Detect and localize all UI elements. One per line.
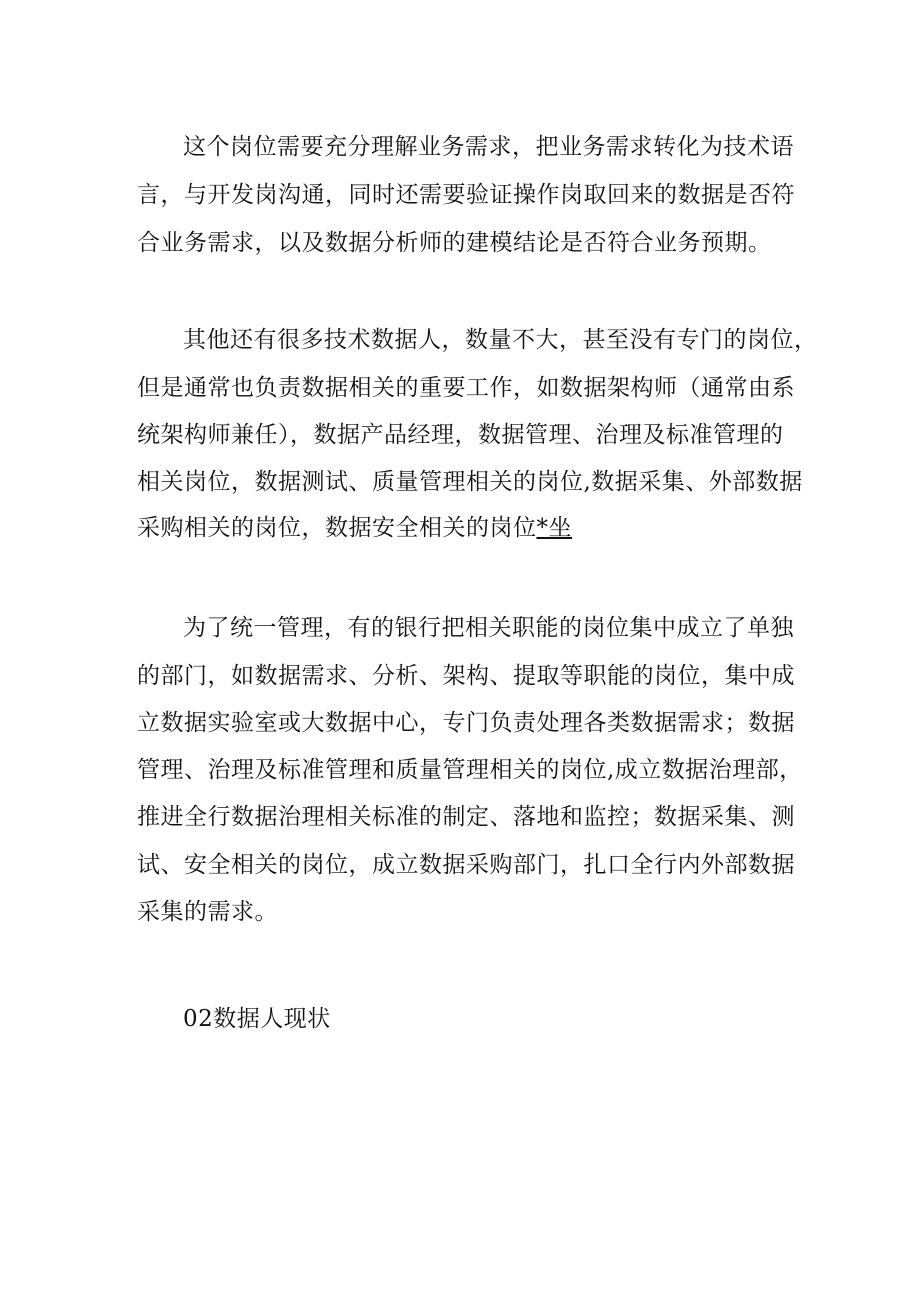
paragraph-3-line-1: 为了统一管理，有的银行把相关职能的岗位集中成立了单独 bbox=[183, 615, 794, 641]
paragraph-2-line-2: 但是通常也负责数据相关的重要工作，如数据架构师（通常由系 bbox=[137, 375, 795, 401]
paragraph-2-line-5 bbox=[137, 513, 572, 543]
paragraph-2-line-3: 统架构师兼任），数据产品经理，数据管理、治理及标准管理的 bbox=[137, 422, 784, 448]
paragraph-1-line-2: 言，与开发岗沟通，同时还需要验证操作岗取回来的数据是否符 bbox=[137, 182, 795, 208]
paragraph-3-line-2: 的部门，如数据需求、分析、架构、提取等职能的岗位，集中成 bbox=[137, 663, 795, 689]
paragraph-2-line-1: 其他还有很多技术数据人，数量不大，甚至没有专门的岗位， bbox=[183, 327, 818, 353]
paragraph-3-line-4: 管理、治理及标准管理和质量管理相关的岗位,成立数据治理部， bbox=[137, 757, 803, 783]
paragraph-3-line-6: 试、安全相关的岗位，成立数据采购部门，扎口全行内外部数据 bbox=[137, 852, 795, 878]
paragraph-2-line-5-text: 采购相关的岗位，数据安全相关的岗位 bbox=[137, 515, 537, 541]
paragraph-2-line-4: 相关岗位，数据测试、质量管理相关的岗位,数据采集、外部数据 bbox=[137, 469, 803, 495]
section-heading: 02数据人现状 bbox=[183, 1006, 331, 1032]
paragraph-1-line-3: 合业务需求，以及数据分析师的建模结论是否符合业务预期。 bbox=[137, 230, 772, 256]
paragraph-3-line-5: 推进全行数据治理相关标准的制定、落地和监控；数据采集、测 bbox=[137, 804, 795, 830]
paragraph-3-line-7: 采集的需求。 bbox=[137, 899, 278, 925]
underlined-fragment: *坐 bbox=[536, 515, 572, 541]
paragraph-1-line-1: 这个岗位需要充分理解业务需求，把业务需求转化为技术语 bbox=[183, 134, 794, 160]
paragraph-3-line-3: 立数据实验室或大数据中心，专门负责处理各类数据需求；数据 bbox=[137, 710, 795, 736]
